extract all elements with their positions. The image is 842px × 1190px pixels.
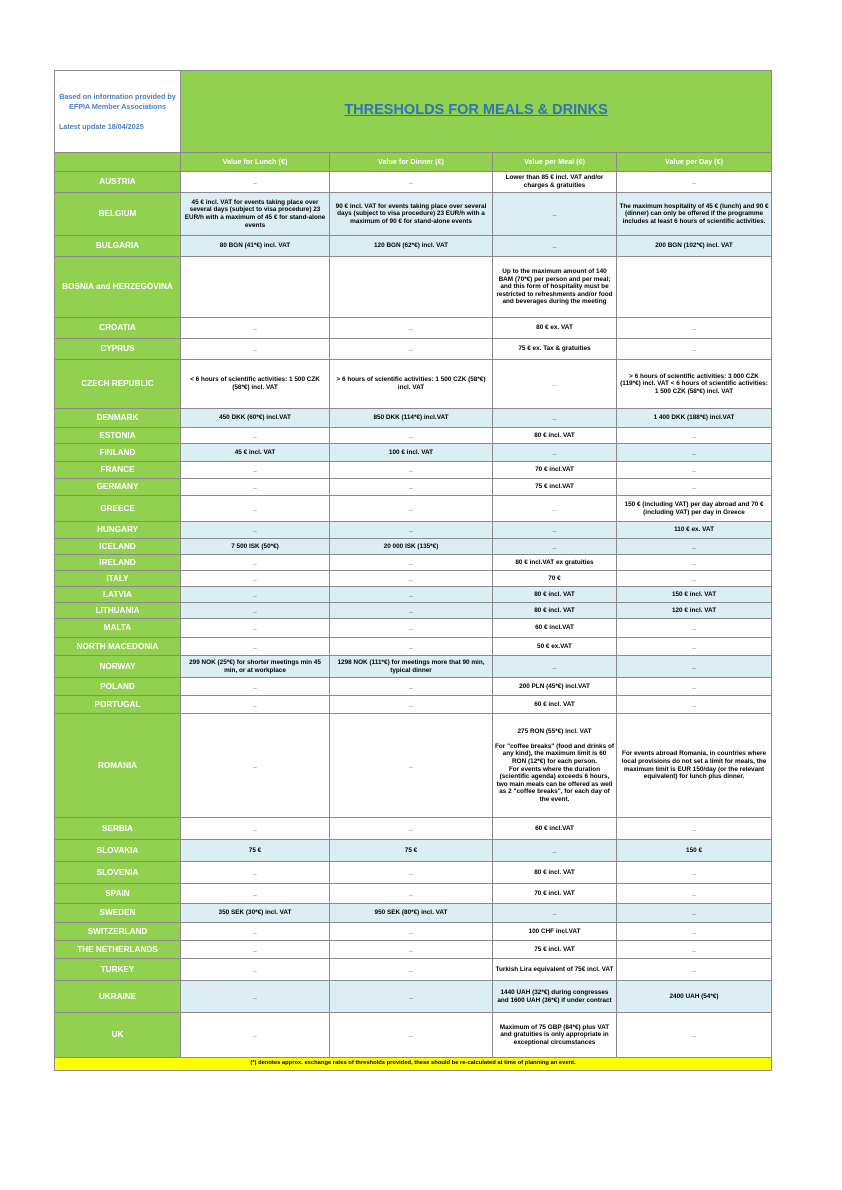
latest-update: Latest update 18/04/2025 [59,121,144,131]
table-row [55,587,772,603]
lunch-cell: 350 SEK (30*€) incl. VAT [181,904,330,923]
table-row [55,904,772,923]
dinner-cell: _ [330,172,493,193]
table-row [55,714,772,818]
country-cell: MALTA [55,619,181,638]
table-row [55,1013,772,1058]
country-cell: SWITZERLAND [55,923,181,941]
table-row [55,678,772,696]
table-row [55,818,772,840]
meal-cell: _ [493,539,617,555]
day-cell: 150 € (including VAT) per day abroad and 70 € (including VAT) per day in Greece [617,496,772,522]
lunch-cell: 450 DKK (60*€) incl.VAT [181,409,330,428]
table-row [55,923,772,941]
lunch-cell: _ [181,428,330,444]
table-row [55,318,772,339]
thresholds-table [54,70,772,1071]
meal-cell: 70 € incl.VAT [493,462,617,479]
country-cell: NORTH MACEDONIA [55,638,181,656]
day-cell: _ [617,696,772,714]
dinner-cell: _ [330,696,493,714]
meal-cell: _ [493,236,617,257]
meal-cell: _ [493,656,617,678]
day-cell: _ [617,862,772,884]
country-cell: CROATIA [55,318,181,339]
table-row [55,360,772,409]
lunch-cell: _ [181,959,330,981]
dinner-cell: 850 DKK (114*€) incl.VAT [330,409,493,428]
day-cell: 200 BGN (102*€) incl. VAT [617,236,772,257]
lunch-cell: _ [181,941,330,959]
dinner-cell: _ [330,714,493,818]
country-cell: CYPRUS [55,339,181,360]
day-cell: _ [617,1013,772,1058]
meal-cell: _ [493,904,617,923]
table-row [55,428,772,444]
meal-cell: 60 € incl. VAT [493,696,617,714]
table-row [55,981,772,1013]
day-cell: _ [617,941,772,959]
dinner-cell: _ [330,959,493,981]
lunch-cell [181,257,330,318]
country-cell: THE NETHERLANDS [55,941,181,959]
dinner-cell: 120 BGN (62*€) incl. VAT [330,236,493,257]
column-header-blank [55,153,181,172]
lunch-cell: _ [181,522,330,539]
table-row [55,656,772,678]
lunch-cell: _ [181,884,330,904]
country-cell: AUSTRIA [55,172,181,193]
country-cell: ITALY [55,571,181,587]
meal-cell: 60 € incl.VAT [493,619,617,638]
thresholds-sheet [54,70,771,1071]
table-row [55,619,772,638]
lunch-cell: _ [181,496,330,522]
day-cell [617,257,772,318]
lunch-cell: _ [181,339,330,360]
dinner-cell: _ [330,923,493,941]
day-cell: _ [617,678,772,696]
dinner-cell: 20 000 ISK (135*€) [330,539,493,555]
day-cell: _ [617,638,772,656]
country-cell: ESTONIA [55,428,181,444]
dinner-cell: _ [330,678,493,696]
lunch-cell: 75 € [181,840,330,862]
day-cell: The maximum hospitality of 45 € (lunch) and 90 € (dinner) can only be offered if the programme includes at least 6 hours of scientific activities. [617,193,772,236]
table-row [55,959,772,981]
dinner-cell: _ [330,571,493,587]
dinner-cell: _ [330,479,493,496]
country-cell: UKRAINE [55,981,181,1013]
country-cell: PORTUGAL [55,696,181,714]
column-header-row [55,153,772,172]
lunch-cell: _ [181,479,330,496]
meal-cell: 1440 UAH (32*€) during congresses and 1600 UAH (36*€) if under contract [493,981,617,1013]
lunch-cell: _ [181,862,330,884]
meal-cell: 80 € incl. VAT [493,428,617,444]
meal-cell: 70 € [493,571,617,587]
dinner-cell: 100 € incl. VAT [330,444,493,462]
meal-cell: _ [493,444,617,462]
meal-cell: 100 CHF incl.VAT [493,923,617,941]
footnote-prefix: (*) [250,1060,259,1067]
day-cell: 2400 UAH (54*€) [617,981,772,1013]
country-cell: DENMARK [55,409,181,428]
lunch-cell: _ [181,1013,330,1058]
dinner-cell: 950 SEK (80*€) incl. VAT [330,904,493,923]
day-cell: _ [617,428,772,444]
meal-cell: _ [493,496,617,522]
dinner-cell: _ [330,555,493,571]
country-cell: BULGARIA [55,236,181,257]
column-header-dinner: Value for Dinner (€) [330,153,493,172]
lunch-cell: _ [181,696,330,714]
day-cell: 150 € [617,840,772,862]
day-cell: _ [617,656,772,678]
day-cell: For events abroad Romania, in countries where local provisions do not set a limit for meals, the maximum limit is EUR 150/day (or the relevant equivalent) for lunch plus dinner. [617,714,772,818]
day-cell: _ [617,539,772,555]
lunch-cell: _ [181,587,330,603]
dinner-cell: _ [330,619,493,638]
country-cell: LITHUANIA [55,603,181,619]
lunch-cell: 299 NOK (25*€) for shorter meetings min 45 min, or at workplace [181,656,330,678]
table-row [55,479,772,496]
info-cell [55,71,181,153]
dinner-cell: 75 € [330,840,493,862]
table-row [55,941,772,959]
table-row [55,539,772,555]
dinner-cell: _ [330,318,493,339]
dinner-cell: _ [330,818,493,840]
day-cell: _ [617,959,772,981]
meal-cell: _ [493,360,617,409]
lunch-cell: _ [181,603,330,619]
meal-cell: 60 € incl.VAT [493,818,617,840]
day-cell: _ [617,904,772,923]
day-cell: _ [617,339,772,360]
dinner-cell: _ [330,1013,493,1058]
day-cell: _ [617,479,772,496]
meal-cell: Maximum of 75 GBP (84*€) plus VAT and gratuities is only appropriate in exceptional circumstances [493,1013,617,1058]
table-row [55,555,772,571]
column-header-meal: Value per Meal (€) [493,153,617,172]
table-row [55,462,772,479]
country-cell: FRANCE [55,462,181,479]
dinner-cell: _ [330,603,493,619]
lunch-cell: _ [181,555,330,571]
country-cell: ICELAND [55,539,181,555]
dinner-cell: _ [330,862,493,884]
country-cell: SLOVAKIA [55,840,181,862]
dinner-cell: _ [330,884,493,904]
column-header-day: Value per Day (€) [617,153,772,172]
dinner-cell: _ [330,941,493,959]
dinner-cell: _ [330,496,493,522]
dinner-cell: _ [330,339,493,360]
day-cell: _ [617,444,772,462]
meal-cell: _ [493,840,617,862]
lunch-cell: _ [181,678,330,696]
lunch-cell: _ [181,318,330,339]
lunch-cell: _ [181,714,330,818]
dinner-cell: _ [330,638,493,656]
country-cell: SLOVENIA [55,862,181,884]
meal-cell: 80 € incl. VAT [493,587,617,603]
day-cell: _ [617,571,772,587]
meal-cell: 200 PLN (45*€) incl.VAT [493,678,617,696]
table-row [55,193,772,236]
day-cell: _ [617,619,772,638]
lunch-cell: _ [181,462,330,479]
table-row [55,840,772,862]
day-cell: 120 € incl. VAT [617,603,772,619]
lunch-cell: _ [181,172,330,193]
day-cell: 110 € ex. VAT [617,522,772,539]
dinner-cell [330,257,493,318]
country-cell: LATVIA [55,587,181,603]
lunch-cell: < 6 hours of scientific activities: 1 500 CZK (58*€) incl. VAT [181,360,330,409]
title-cell [181,71,772,153]
day-cell: 150 € incl. VAT [617,587,772,603]
country-cell: ROMANIA [55,714,181,818]
table-row [55,696,772,714]
table-row [55,862,772,884]
lunch-cell: _ [181,818,330,840]
lunch-cell: 45 € incl. VAT for events taking place over several days (subject to visa procedure) 23 EUR/h with a maximum of 45 € for stand-alone events [181,193,330,236]
country-cell: SWEDEN [55,904,181,923]
day-cell: 1 400 DKK (188*€) incl.VAT [617,409,772,428]
meal-cell: Up to the maximum amount of 140 BAM (70*€) per person and per meal; and this form of hospitality must be restricted to refreshments and/or food and beverages during the meeting [493,257,617,318]
meal-cell: Lower than 85 € incl. VAT and/or charges & gratuities [493,172,617,193]
lunch-cell: 45 € incl. VAT [181,444,330,462]
lunch-cell: 80 BGN (41*€) incl. VAT [181,236,330,257]
table-row [55,603,772,619]
lunch-cell: _ [181,619,330,638]
meal-cell: 50 € ex.VAT [493,638,617,656]
table-row [55,571,772,587]
footnote [55,1058,772,1071]
country-cell: TURKEY [55,959,181,981]
meal-cell: 80 € incl.VAT ex gratuities [493,555,617,571]
country-cell: GREECE [55,496,181,522]
meal-cell: 275 RON (55*€) incl. VAT For "coffee breaks" (food and drinks of any kind), the maximum limit is 60 RON (12*€) for each person. For events where the duration (scientific agenda) exceeds 6 hours, two main meals can be offered as well as 2 "coffee breaks", for each day of the event. [493,714,617,818]
table-row [55,522,772,539]
info-text: Based on information provided by EFPIA Member Associations [59,91,176,111]
meal-cell: _ [493,409,617,428]
lunch-cell: _ [181,981,330,1013]
table-row [55,409,772,428]
meal-cell: 75 € ex. Tax & gratuities [493,339,617,360]
dinner-cell: > 6 hours of scientific activities: 1 500 CZK (58*€) incl. VAT [330,360,493,409]
meal-cell: _ [493,193,617,236]
meal-cell: 80 € incl. VAT [493,862,617,884]
country-cell: BELGIUM [55,193,181,236]
day-cell: > 6 hours of scientific activities: 3 000 CZK (119*€) incl. VAT < 6 hours of scientific activities: 1 500 CZK (58*€) incl. VAT [617,360,772,409]
country-cell: SERBIA [55,818,181,840]
day-cell: _ [617,923,772,941]
day-cell: _ [617,462,772,479]
column-header-lunch: Value for Lunch (€) [181,153,330,172]
country-cell: SPAIN [55,884,181,904]
meal-cell: 75 € incl. VAT [493,941,617,959]
country-cell: FINLAND [55,444,181,462]
table-row [55,884,772,904]
meal-cell: Turkish Lira equivalent of 75€ incl. VAT [493,959,617,981]
meal-cell: 80 € incl. VAT [493,603,617,619]
meal-cell: 70 € incl. VAT [493,884,617,904]
country-cell: BOSNIA and HERZEGOVINA [55,257,181,318]
day-cell: _ [617,884,772,904]
table-row [55,496,772,522]
country-cell: POLAND [55,678,181,696]
lunch-cell: _ [181,923,330,941]
country-cell: IRELAND [55,555,181,571]
dinner-cell: 90 € incl. VAT for events taking place over several days (subject to visa procedure) 23 EUR/h with a maximum of 90 € for stand-alone events [330,193,493,236]
table-row [55,236,772,257]
country-cell: CZECH REPUBLIC [55,360,181,409]
table-row [55,172,772,193]
dinner-cell: _ [330,462,493,479]
lunch-cell: 7 500 ISK (50*€) [181,539,330,555]
table-row [55,444,772,462]
day-cell: _ [617,318,772,339]
country-cell: GERMANY [55,479,181,496]
footnote-text: denotes approx. exchange rates of thresholds provided, these should be re-calculated at time of planning an event. [258,1060,576,1067]
lunch-cell: _ [181,638,330,656]
dinner-cell: _ [330,428,493,444]
page-title: THRESHOLDS FOR MEALS & DRINKS [344,101,608,118]
table-row [55,638,772,656]
day-cell: _ [617,172,772,193]
meal-cell: _ [493,522,617,539]
table-row [55,257,772,318]
day-cell: _ [617,555,772,571]
lunch-cell: _ [181,571,330,587]
meal-cell: 75 € incl.VAT [493,479,617,496]
meal-cell: 80 € ex. VAT [493,318,617,339]
dinner-cell: _ [330,981,493,1013]
day-cell: _ [617,818,772,840]
country-cell: UK [55,1013,181,1058]
table-row [55,339,772,360]
footer-row [55,1058,772,1071]
dinner-cell: _ [330,522,493,539]
country-cell: NORWAY [55,656,181,678]
dinner-cell: 1298 NOK (111*€) for meetings more that 90 min, typical dinner [330,656,493,678]
country-cell: HUNGARY [55,522,181,539]
dinner-cell: _ [330,587,493,603]
